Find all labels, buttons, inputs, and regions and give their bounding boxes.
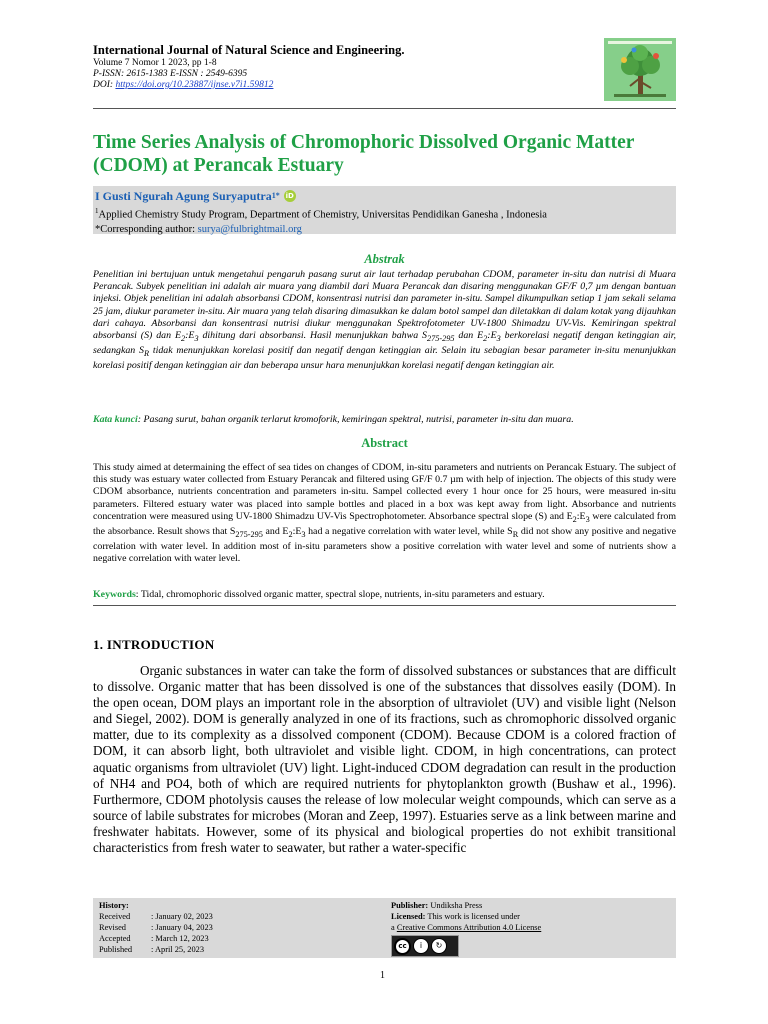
journal-tree-logo-icon xyxy=(604,38,676,101)
corresponding-label: *Corresponding author: xyxy=(95,223,196,235)
abstrak-sub: 2 xyxy=(180,333,186,343)
history-row-accepted xyxy=(99,933,379,944)
keywords-label: Keywords xyxy=(93,589,136,600)
journal-header xyxy=(93,43,593,91)
abstract-text-2: were calculated from the absorbance. Result shows that S xyxy=(93,510,676,537)
published-value: : April 25, 2023 xyxy=(151,945,205,954)
licensed-value: This work is licensed under xyxy=(425,912,520,921)
affiliation-sup: 1 xyxy=(95,207,99,215)
history-row-revised xyxy=(99,922,379,933)
kata-kunci xyxy=(93,414,676,426)
abstract-sub: R xyxy=(512,529,519,539)
history-row-published xyxy=(99,944,379,955)
affiliation xyxy=(95,204,674,223)
accepted-value: : March 12, 2023 xyxy=(151,934,209,943)
publisher-label: Publisher: xyxy=(391,901,429,910)
abstract-sub: 2 xyxy=(288,529,293,539)
abstract-text-3: and E xyxy=(262,525,289,537)
license-link-line xyxy=(391,922,676,933)
introduction-body xyxy=(93,663,676,856)
abstrak-body xyxy=(93,269,676,373)
abstrak-sub: 2 xyxy=(483,333,488,343)
journal-name: International Journal of Natural Science and Engineering. xyxy=(93,43,405,57)
cc-license-badge[interactable] xyxy=(391,935,459,957)
issn-line: P-ISSN: 2615-1383 E-ISSN : 2549-6395 xyxy=(93,69,248,79)
licensed-line xyxy=(391,911,676,922)
author-line xyxy=(95,188,674,204)
accepted-label: Accepted xyxy=(99,934,131,943)
kata-kunci-label: Kata kunci xyxy=(93,414,138,425)
keywords-text: : Tidal, chromophoric dissolved organic matter, spectral slope, nutrients, in-situ parameters and estuary. xyxy=(135,589,545,600)
affiliation-text: Applied Chemistry Study Program, Department of Chemistry, Universitas Pendidikan Ganesha , Indonesia xyxy=(98,209,547,221)
abstrak-text-5: tidak menunjukkan korelasi positif dan negatif dengan ketinggian air. Selain itu sebagian besar parameter in-situ menunjukkan korelasi positif dengan ketinggian air dan beberapa unsur hara menunjukkan korelasi negatif dengan ketinggian air. xyxy=(93,345,676,372)
corresponding-author xyxy=(95,223,674,236)
abstrak-sub: R xyxy=(143,349,150,359)
revised-label: Revised xyxy=(99,923,126,932)
revised-value: : January 04, 2023 xyxy=(151,923,213,932)
abstrak-sub: 3 xyxy=(496,333,501,343)
abstract-body xyxy=(93,462,676,566)
abstrak-sub: 3 xyxy=(194,333,199,343)
article-history-box xyxy=(93,898,676,958)
licensed-label: Licensed: xyxy=(391,912,426,921)
abstract-sub: 275-295 xyxy=(235,529,263,539)
orcid-icon[interactable]: iD xyxy=(285,192,294,200)
received-value: : January 02, 2023 xyxy=(151,912,213,921)
published-label: Published xyxy=(99,945,133,954)
abstract-text-e: :E xyxy=(292,525,302,537)
received-label: Received xyxy=(99,912,131,921)
page-number: 1 xyxy=(380,970,385,981)
abstrak-text-3: dan E xyxy=(454,330,484,342)
attribution-icon: i xyxy=(413,938,429,954)
doi-line xyxy=(93,80,593,91)
abstrak-text-e: :E xyxy=(185,330,195,342)
abstract-sub: 2 xyxy=(572,514,577,524)
paper-title: Time Series Analysis of Chromophoric Dissolved Organic Matter (CDOM) at Perancak Estuary xyxy=(93,132,635,176)
volume-line: Volume 7 Nomor 1 2023, pp 1-8 xyxy=(93,58,217,68)
abstract-sub: 3 xyxy=(585,514,590,524)
abstract-text-5: did not show any positive and negative correlation with water level. In addition most of in-situ parameters show a positive correlation with water level and some of nutrients show a negative correlation with water level. xyxy=(93,525,676,565)
abstrak-text-4: berkorelasi negatif dengan ketinggian air, sedangkan S xyxy=(93,330,676,357)
abstrak-text-1: Penelitian ini bertujuan untuk mengetahui pengaruh pasang surut air laut terhadap perubahan CDOM, parameter in-situ dan nutrisi di Muara Perancak. Subyek penelitian ini adalah air muara yang diambil dari Muara Perancak dan disaring menggunakan GF/F 0,7 µm dengan bantuan injeksi. Objek penelitian ini adalah absorbansi CDOM, konsentrasi nutrisi dan parameter in-situ. Sampel dikumpulkan setiap 1 jam sekali selama 25 jam, diukur parameter in-situ. Air muara yang telah disaring dimasukkan ke dalam botol sampel dan diletakkan di dalam kotak yang dijauhkan dari cahaya. Absorbansi dan konsentrasi nutrisi diukur menggunakan Spektrofotometer UV-1800 Shimadzu UV-Vis. Kemiringan spektral absorbansi (S) dan E xyxy=(93,269,676,342)
keywords xyxy=(93,589,676,601)
abstrak-text-2: dihitung dari absorbansi. Hasil menunjukkan bahwa S xyxy=(198,330,427,342)
abstract-rule xyxy=(93,605,676,606)
author-box xyxy=(93,186,676,234)
abstrak-heading: Abstrak xyxy=(364,252,405,266)
doi-label: DOI: xyxy=(93,80,114,90)
abstrak-sub: 275-295 xyxy=(427,333,455,343)
introduction-text: Organic substances in water can take the form of dissolved substances or substances that are difficult to dissolve. Organic matter that has been dissolved is one of the substances that dissolves easily (DOM). In the open ocean, DOM plays an important role in the absorption of ultraviolet (UV) and visible light (Nelson and Siegel, 2002). DOM is generally analyzed in one of its fractions, such as chromophoric dissolved organic matter, due to its complexity as a dissolved component (CDOM). Because CDOM is a colored fraction of DOM, it can absorb light, both ultraviolet and visible light. CDOM, in high concentrations, can protect aquatic organisms from ultraviolet (UV) light. Light-induced CDOM degradation can result in the production of NH4 and PO4, both of which are required nutrients for phytoplankton growth (Bushaw et al., 1996). Furthermore, CDOM photolysis causes the release of low molecular weight compounds, which can serve as a source of labile substrates for microbes (Moran and Zeep, 1997). Estuaries serve as a link between marine and freshwater habitats. However, some of its physical and biological properties do not exhibit transitional characteristics from fresh water to seawater, but rather a water-specific xyxy=(93,663,676,856)
abstract-text-4: had a negative correlation with water level, while S xyxy=(305,525,513,537)
license-block xyxy=(391,900,676,957)
publisher-value: Undiksha Press xyxy=(428,901,483,910)
abstract-text-e: :E xyxy=(576,510,586,522)
abstract-text-1: This study aimed at determaining the effect of sea tides on changes of CDOM, in-situ parameters and nutrients on Perancak Estuary. The subject of this study was estuary water collected from Estuary Perancak and filtered using GF/F 0.7 µm with help of injection. The objects of this study were CDOM absorbance, nutrients concentration and parameters in-situ. Sampel collected every 1 hour once for 25 hours, were measured in-situ parameters. Filtered estuary water was placed into sample bottles and placed in a box was kept away from light. Absorbance and nutrients concentration were measured using UV-1800 Shimadzu UV-Vis Spectrophotometer. Absorbance spectral slope (S) and E xyxy=(93,462,676,522)
share-alike-icon: ↻ xyxy=(431,938,447,954)
kata-kunci-text: : Pasang surut, bahan organik terlarut kromoforik, kemiringan spektral, nutrisi, parameter in-situ dan muara. xyxy=(137,414,574,425)
history-block xyxy=(99,900,379,955)
history-row-received xyxy=(99,911,379,922)
history-label: History: xyxy=(99,901,129,910)
corresponding-email[interactable]: surya@fulbrightmail.org xyxy=(197,223,302,235)
author-name: I Gusti Ngurah Agung Suryaputra xyxy=(95,189,272,203)
abstract-heading: Abstract xyxy=(361,436,408,450)
cc-icon: cc xyxy=(394,938,411,955)
license-prefix: a xyxy=(391,923,397,932)
introduction-heading: 1. INTRODUCTION xyxy=(93,637,215,652)
license-link[interactable]: Creative Commons Attribution 4.0 License xyxy=(396,923,542,932)
author-sup: 1* xyxy=(271,191,280,200)
doi-link[interactable]: https://doi.org/10.23887/ijnse.v7i1.59812 xyxy=(115,80,274,90)
abstract-sub: 3 xyxy=(301,529,306,539)
publisher-line xyxy=(391,900,676,911)
header-rule xyxy=(93,108,676,109)
abstrak-text-e: :E xyxy=(487,330,497,342)
